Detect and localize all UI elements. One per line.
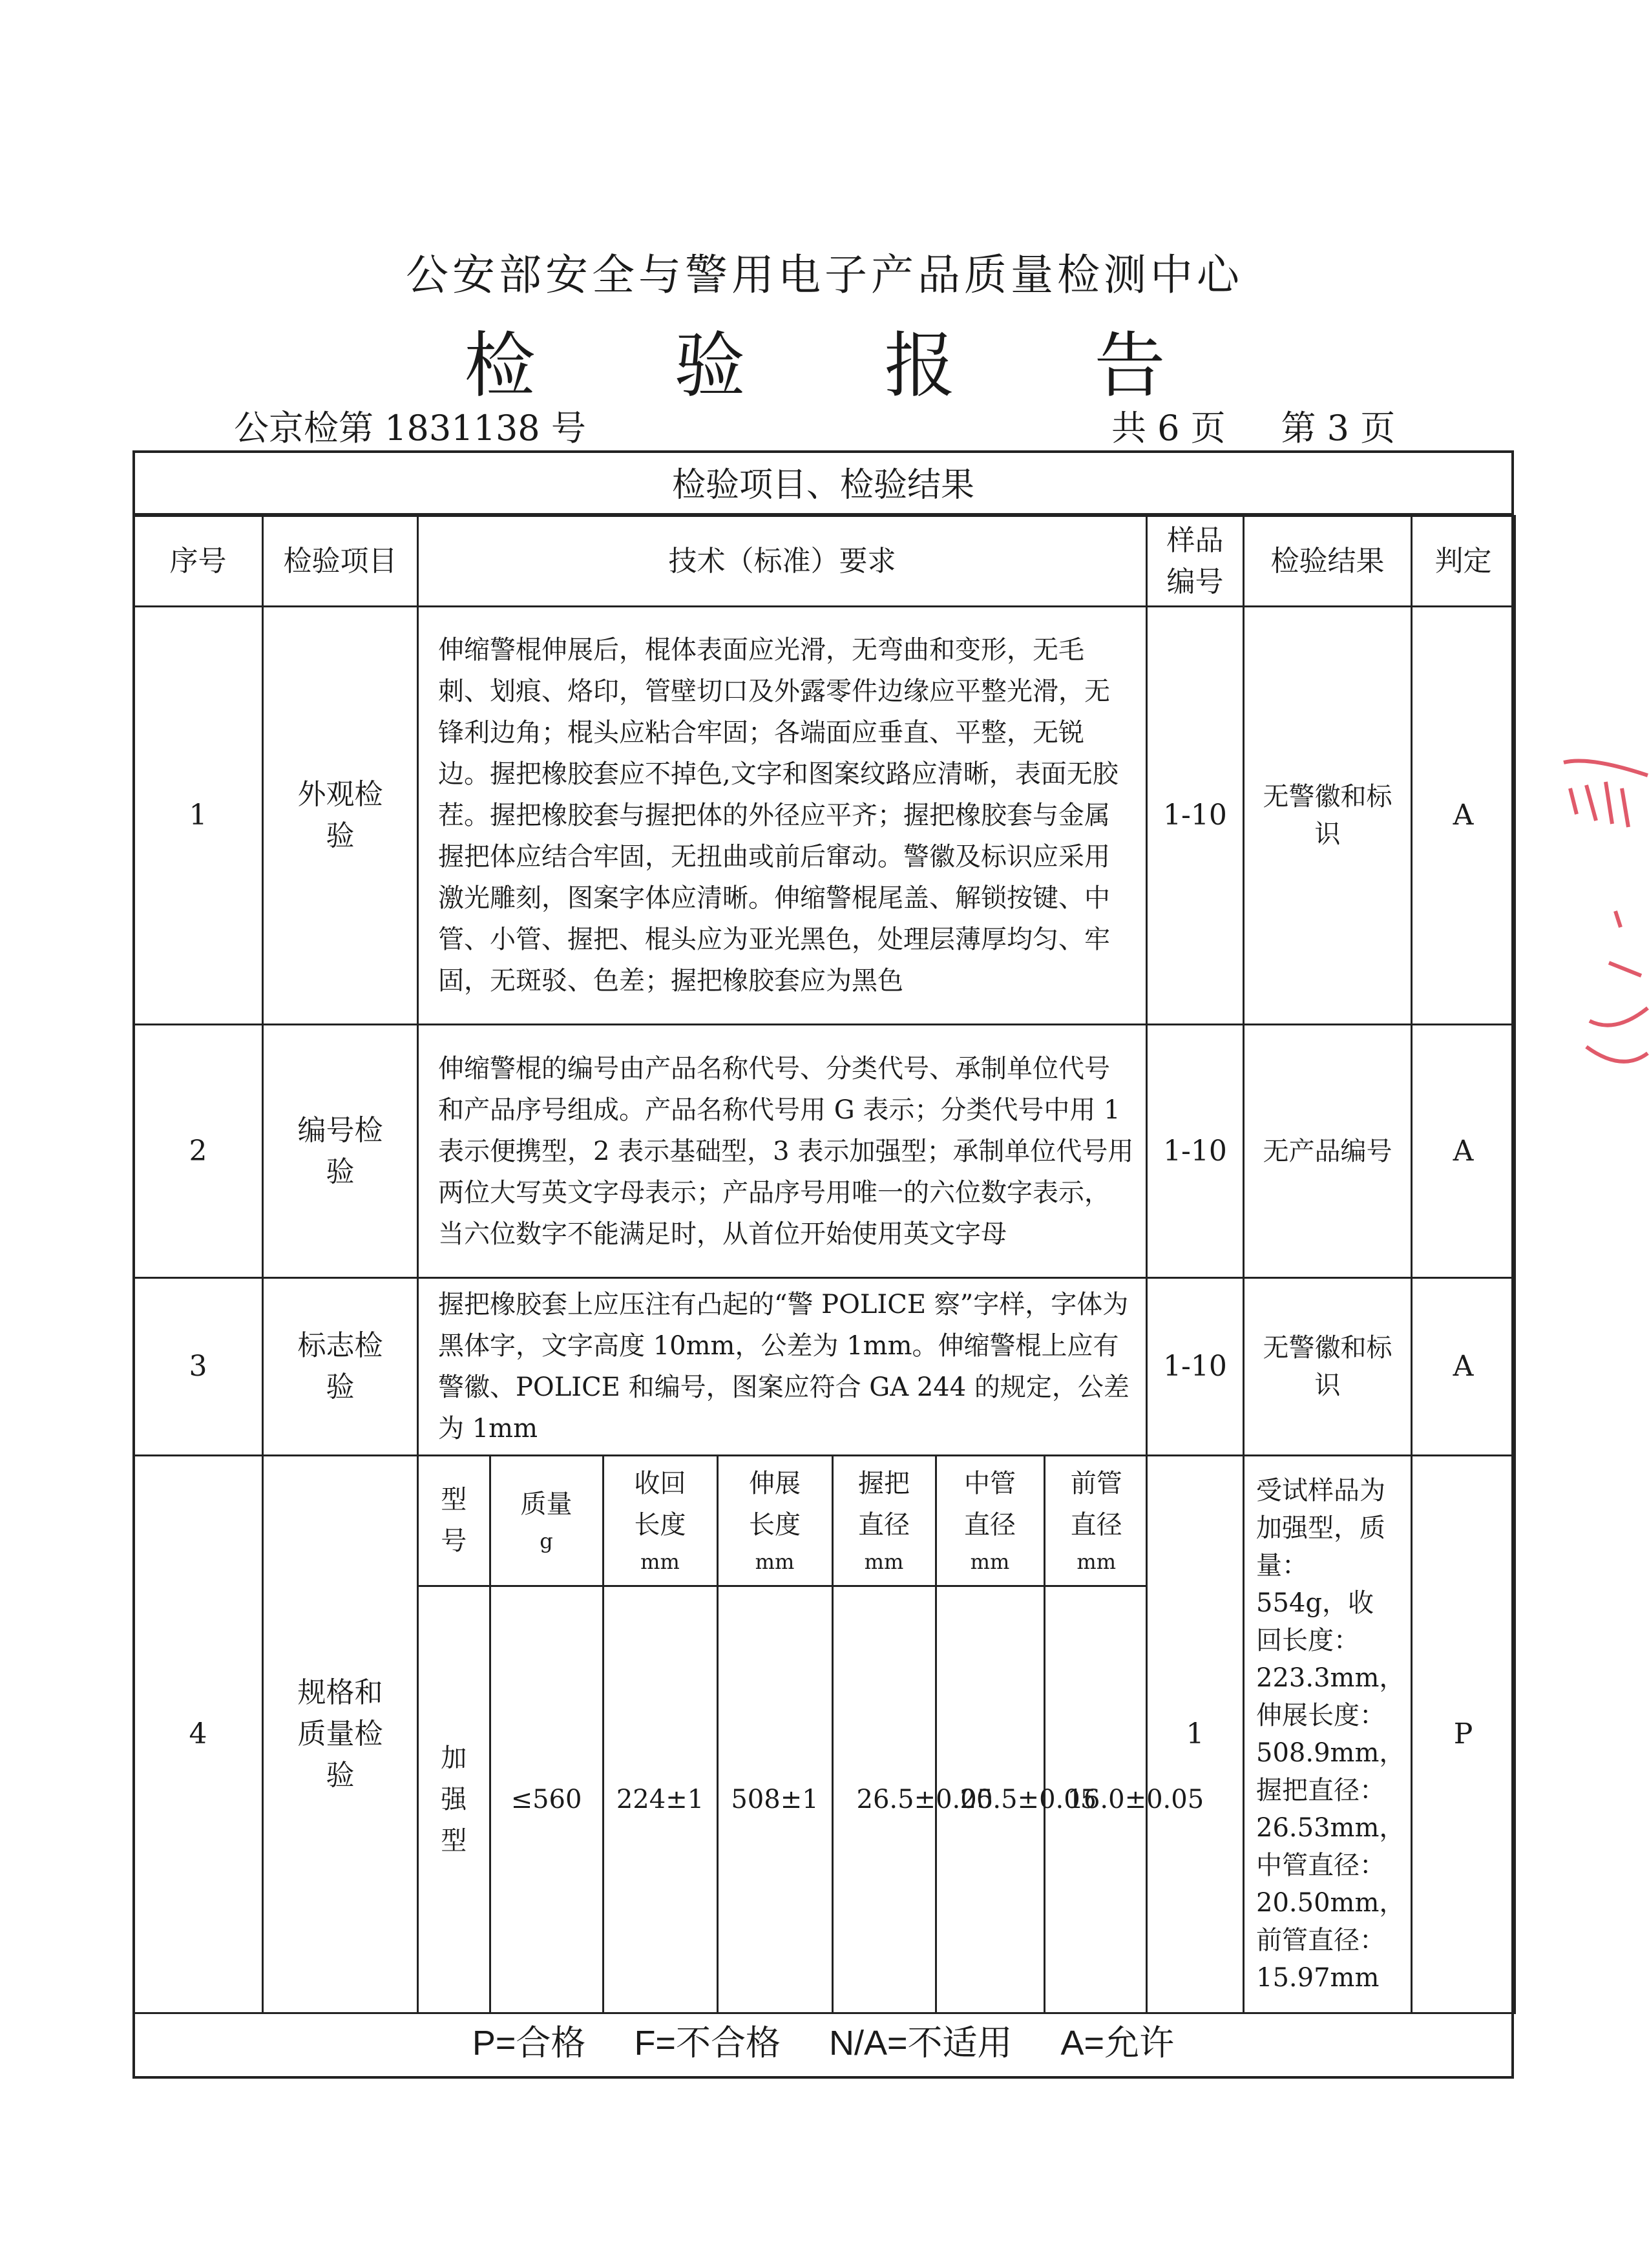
col-header-no: 序号 <box>134 516 263 607</box>
col-header-requirement: 技术（标准）要求 <box>418 516 1147 607</box>
table-row <box>134 1456 1515 2013</box>
spec-header-middle-diameter: 中管直径 mm <box>936 1456 1044 1586</box>
row-requirement: 伸缩警棍伸展后，棍体表面应光滑，无弯曲和变形，无毛刺、划痕、烙印，管壁切口及外露零件边缘应平整光滑，无锋利边角；棍头应粘合牢固；各端面应垂直、平整，无锐边。握把橡胶套应不掉色,文字和图案纹路应清晰，表面无胶茬。握把橡胶套与握把体的外径应平齐；握把橡胶套与金属握把体应结合牢固，无扭曲或前后窜动。警徽及标识应采用激光雕刻，图案字体应清晰。伸缩警棍尾盖、解锁按键、中管、小管、握把、棍头应为亚光黑色，处理层薄厚均匀、牢固，无斑驳、色差；握把橡胶套应为黑色 <box>418 607 1147 1025</box>
row-no: 1 <box>134 607 263 1025</box>
spec-header-mass: 质量 g <box>490 1456 603 1586</box>
table-row <box>134 607 1515 1025</box>
row-requirement: 握把橡胶套上应压注有凸起的“警 POLICE 察”字样，字体为黑体字，文字高度 10mm，公差为 1mm。伸缩警棍上应有警徽、POLICE 和编号，图案应符合 GA 244 的规定，公差为 1mm <box>418 1278 1147 1456</box>
spec-header-retracted-length: 收回长度 mm <box>603 1456 717 1586</box>
row-no: 4 <box>134 1456 263 2013</box>
col-header-result: 检验结果 <box>1244 516 1412 607</box>
current-page: 第 3 页 <box>1281 408 1396 448</box>
row-item: 外观检验 <box>263 607 418 1025</box>
spec-value-front-diameter: 16.0±0.05 <box>1044 1586 1148 2012</box>
spec-header-front-diameter: 前管直径 mm <box>1044 1456 1148 1586</box>
org-title: 公安部安全与警用电子产品质量检测中心 <box>406 250 1243 300</box>
row-item: 标志检验 <box>263 1278 418 1456</box>
spec-value-middle-diameter: 20.5±0.05 <box>936 1586 1044 2012</box>
row-result: 受试样品为加强型，质量：554g，收回长度：223.3mm，伸展长度：508.9mm，握把直径：26.53mm，中管直径：20.50mm，前管直径：15.97mm <box>1244 1456 1412 2013</box>
row-sample: 1-10 <box>1147 607 1244 1025</box>
total-pages: 共 6 页 <box>1111 408 1226 448</box>
spec-header-grip-diameter: 握把直径 mm <box>832 1456 936 1586</box>
spec-value-extended-length: 508±1 <box>717 1586 832 2012</box>
report-number: 公京检第 1831138 号 <box>234 408 586 448</box>
spec-table-cell <box>418 1456 1204 2013</box>
table-row <box>134 1025 1515 1278</box>
row-item: 编号检验 <box>263 1025 418 1278</box>
row-item: 规格和质量检验 <box>263 1456 418 2013</box>
row-result: 无产品编号 <box>1244 1025 1412 1278</box>
row-judgement: P <box>1412 1456 1515 2013</box>
table-row <box>134 1278 1515 1456</box>
row-judgement: A <box>1412 1278 1515 1456</box>
col-header-item: 检验项目 <box>263 516 418 607</box>
results-table <box>132 515 1516 2014</box>
legend: P=合格 F=不合格 N/A=不适用 A=允许 <box>472 2023 1175 2063</box>
row-result: 无警徽和标识 <box>1244 607 1412 1025</box>
header-row <box>134 516 1515 607</box>
row-sample: 1-10 <box>1147 1278 1244 1456</box>
spec-header-model: 型号 <box>419 1456 490 1586</box>
spec-value-mass: ≤560 <box>490 1586 603 2012</box>
row-no: 2 <box>134 1025 263 1278</box>
spec-value-model: 加强型 <box>419 1586 490 2012</box>
col-header-judgement: 判定 <box>1412 516 1515 607</box>
row-result: 无警徽和标识 <box>1244 1278 1412 1456</box>
row-judgement: A <box>1412 1025 1515 1278</box>
col-header-sample: 样品编号 <box>1147 516 1244 607</box>
spec-header-row <box>419 1456 1148 1586</box>
row-no: 3 <box>134 1278 263 1456</box>
row-sample: 1 <box>1147 1456 1244 2013</box>
row-sample: 1-10 <box>1147 1025 1244 1278</box>
spec-value-grip-diameter: 26.5±0.05 <box>832 1586 936 2012</box>
section-title: 检验项目、检验结果 <box>132 450 1514 515</box>
spec-value-row <box>419 1586 1148 2012</box>
page-info <box>1111 401 1395 450</box>
seal-stamp-fragment <box>1551 750 1649 1086</box>
report-title: 检 验 报 告 <box>464 324 1224 407</box>
spec-value-retracted-length: 224±1 <box>603 1586 717 2012</box>
spec-table <box>419 1456 1204 2012</box>
row-requirement: 伸缩警棍的编号由产品名称代号、分类代号、承制单位代号和产品序号组成。产品名称代号用 G 表示；分类代号中用 1 表示便携型，2 表示基础型，3 表示加强型；承制单位代号用两位大写英文字母表示；产品序号用唯一的六位数字表示，当六位数字不能满足时，从首位开始使用英文字母 <box>418 1025 1147 1278</box>
spec-header-extended-length: 伸展长度 mm <box>717 1456 832 1586</box>
row-judgement: A <box>1412 607 1515 1025</box>
